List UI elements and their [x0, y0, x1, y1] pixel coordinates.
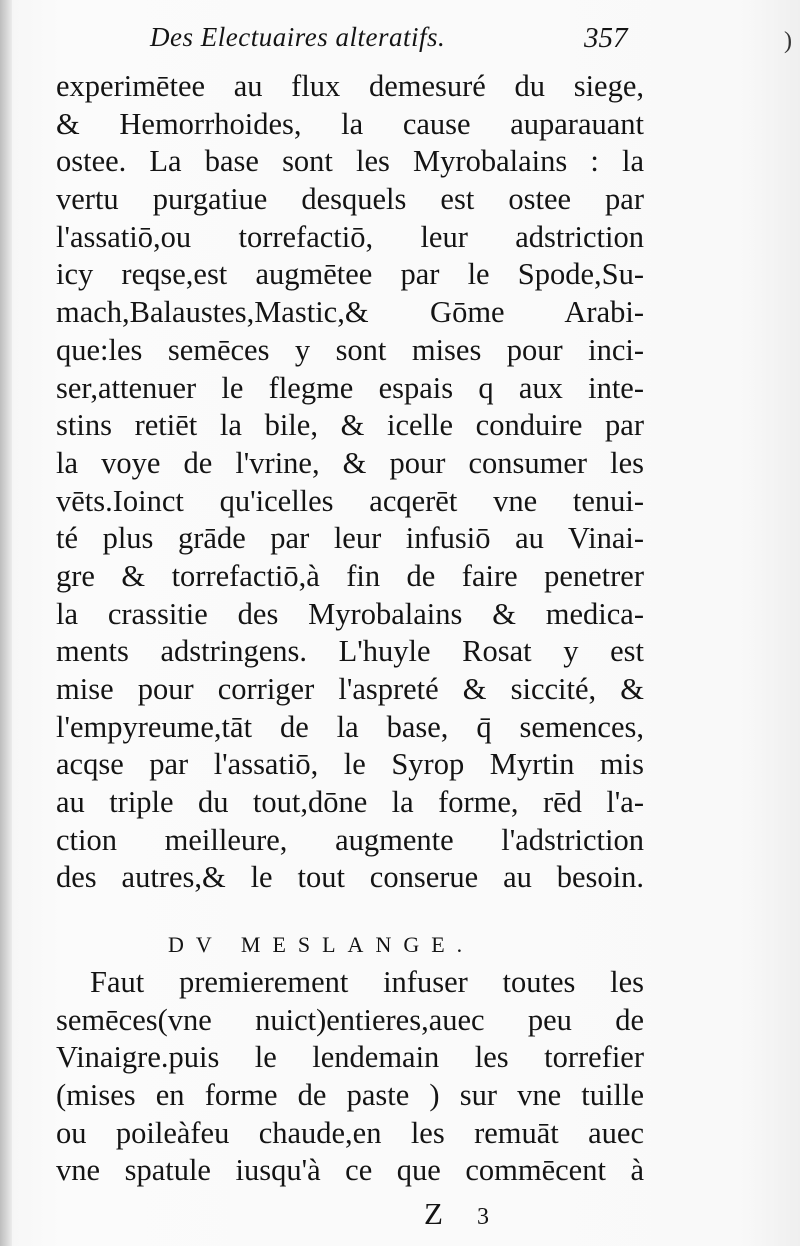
text-line: acqse par l'assatiō, le Syrop Myrtin mis: [56, 747, 644, 782]
text-line: stins retiēt la bile, & icelle conduire par: [56, 408, 644, 443]
text-line: Faut premierement infuser toutes les: [90, 965, 644, 999]
text-line: ments adstringens. L'huyle Rosat y est: [56, 634, 644, 669]
signature-letter: Z: [424, 1196, 443, 1231]
margin-mark: ): [784, 28, 792, 54]
text-line: l'assatiō,ou torrefactiō, leur adstriction: [56, 219, 644, 254]
text-line: & Hemorrhoides, la cause auparauant: [56, 106, 644, 141]
text-line: vertu purgatiue desquels est ostee par: [56, 182, 644, 217]
text-line: experimētee au flux demesuré du siege,: [56, 69, 644, 103]
text-line: té plus grāde par leur infusiō au Vinai-: [56, 521, 644, 556]
text-line: des autres,& le tout conserue au besoin.: [56, 860, 644, 895]
text-line: icy reqse,est augmētee par le Spode,Su-: [56, 257, 644, 292]
text-line: l'empyreume,tāt de la base, q̄ semences,: [56, 709, 644, 744]
text-line: mise pour corriger l'aspreté & siccité, &: [56, 672, 644, 706]
running-head: Des Electuaires alteratifs.: [150, 22, 446, 52]
section-heading: DV MESLANGE.: [168, 932, 475, 957]
text-line: la crassitie des Myrobalains & medica-: [56, 596, 644, 631]
text-line: (mises en forme de paste ) sur vne tuille: [56, 1078, 644, 1113]
signature-number: 3: [476, 1204, 489, 1230]
text-line: vne spatule iusqu'à ce que commēcent à: [56, 1153, 644, 1188]
text-line: la voye de l'vrine, & pour consumer les: [56, 445, 644, 480]
text-line: ou poileàfeu chaude,en les remuāt auec: [56, 1115, 644, 1150]
section-paragraph: [56, 964, 644, 1190]
text-line: mach,Balaustes,Mastic,& Gōme Arabi-: [56, 295, 644, 330]
text-line: ostee. La base sont les Myrobalains : la: [56, 144, 644, 179]
text-line: vēts.Ioinct qu'icelles acqerēt vne tenui-: [56, 483, 644, 518]
text-line: gre & torrefactiō,à fin de faire penetrer: [56, 558, 644, 593]
signature-mark: [424, 1196, 489, 1232]
text-line: ction meilleure, augmente l'adstriction: [56, 822, 644, 857]
text-line: au triple du tout,dōne la forme, rēd l'a-: [56, 785, 644, 820]
text-line: ser,attenuer le flegme espais q aux inte-: [56, 370, 644, 405]
body-paragraph: [56, 68, 644, 897]
text-line: Vinaigre.puis le lendemain les torrefier: [56, 1040, 644, 1075]
text-line: que:les semēces y sont mises pour inci-: [56, 332, 644, 367]
gutter-shadow: [0, 0, 12, 1246]
text-line: semēces(vne nuict)entieres,auec peu de: [56, 1002, 644, 1037]
page-number: 357: [584, 22, 628, 54]
